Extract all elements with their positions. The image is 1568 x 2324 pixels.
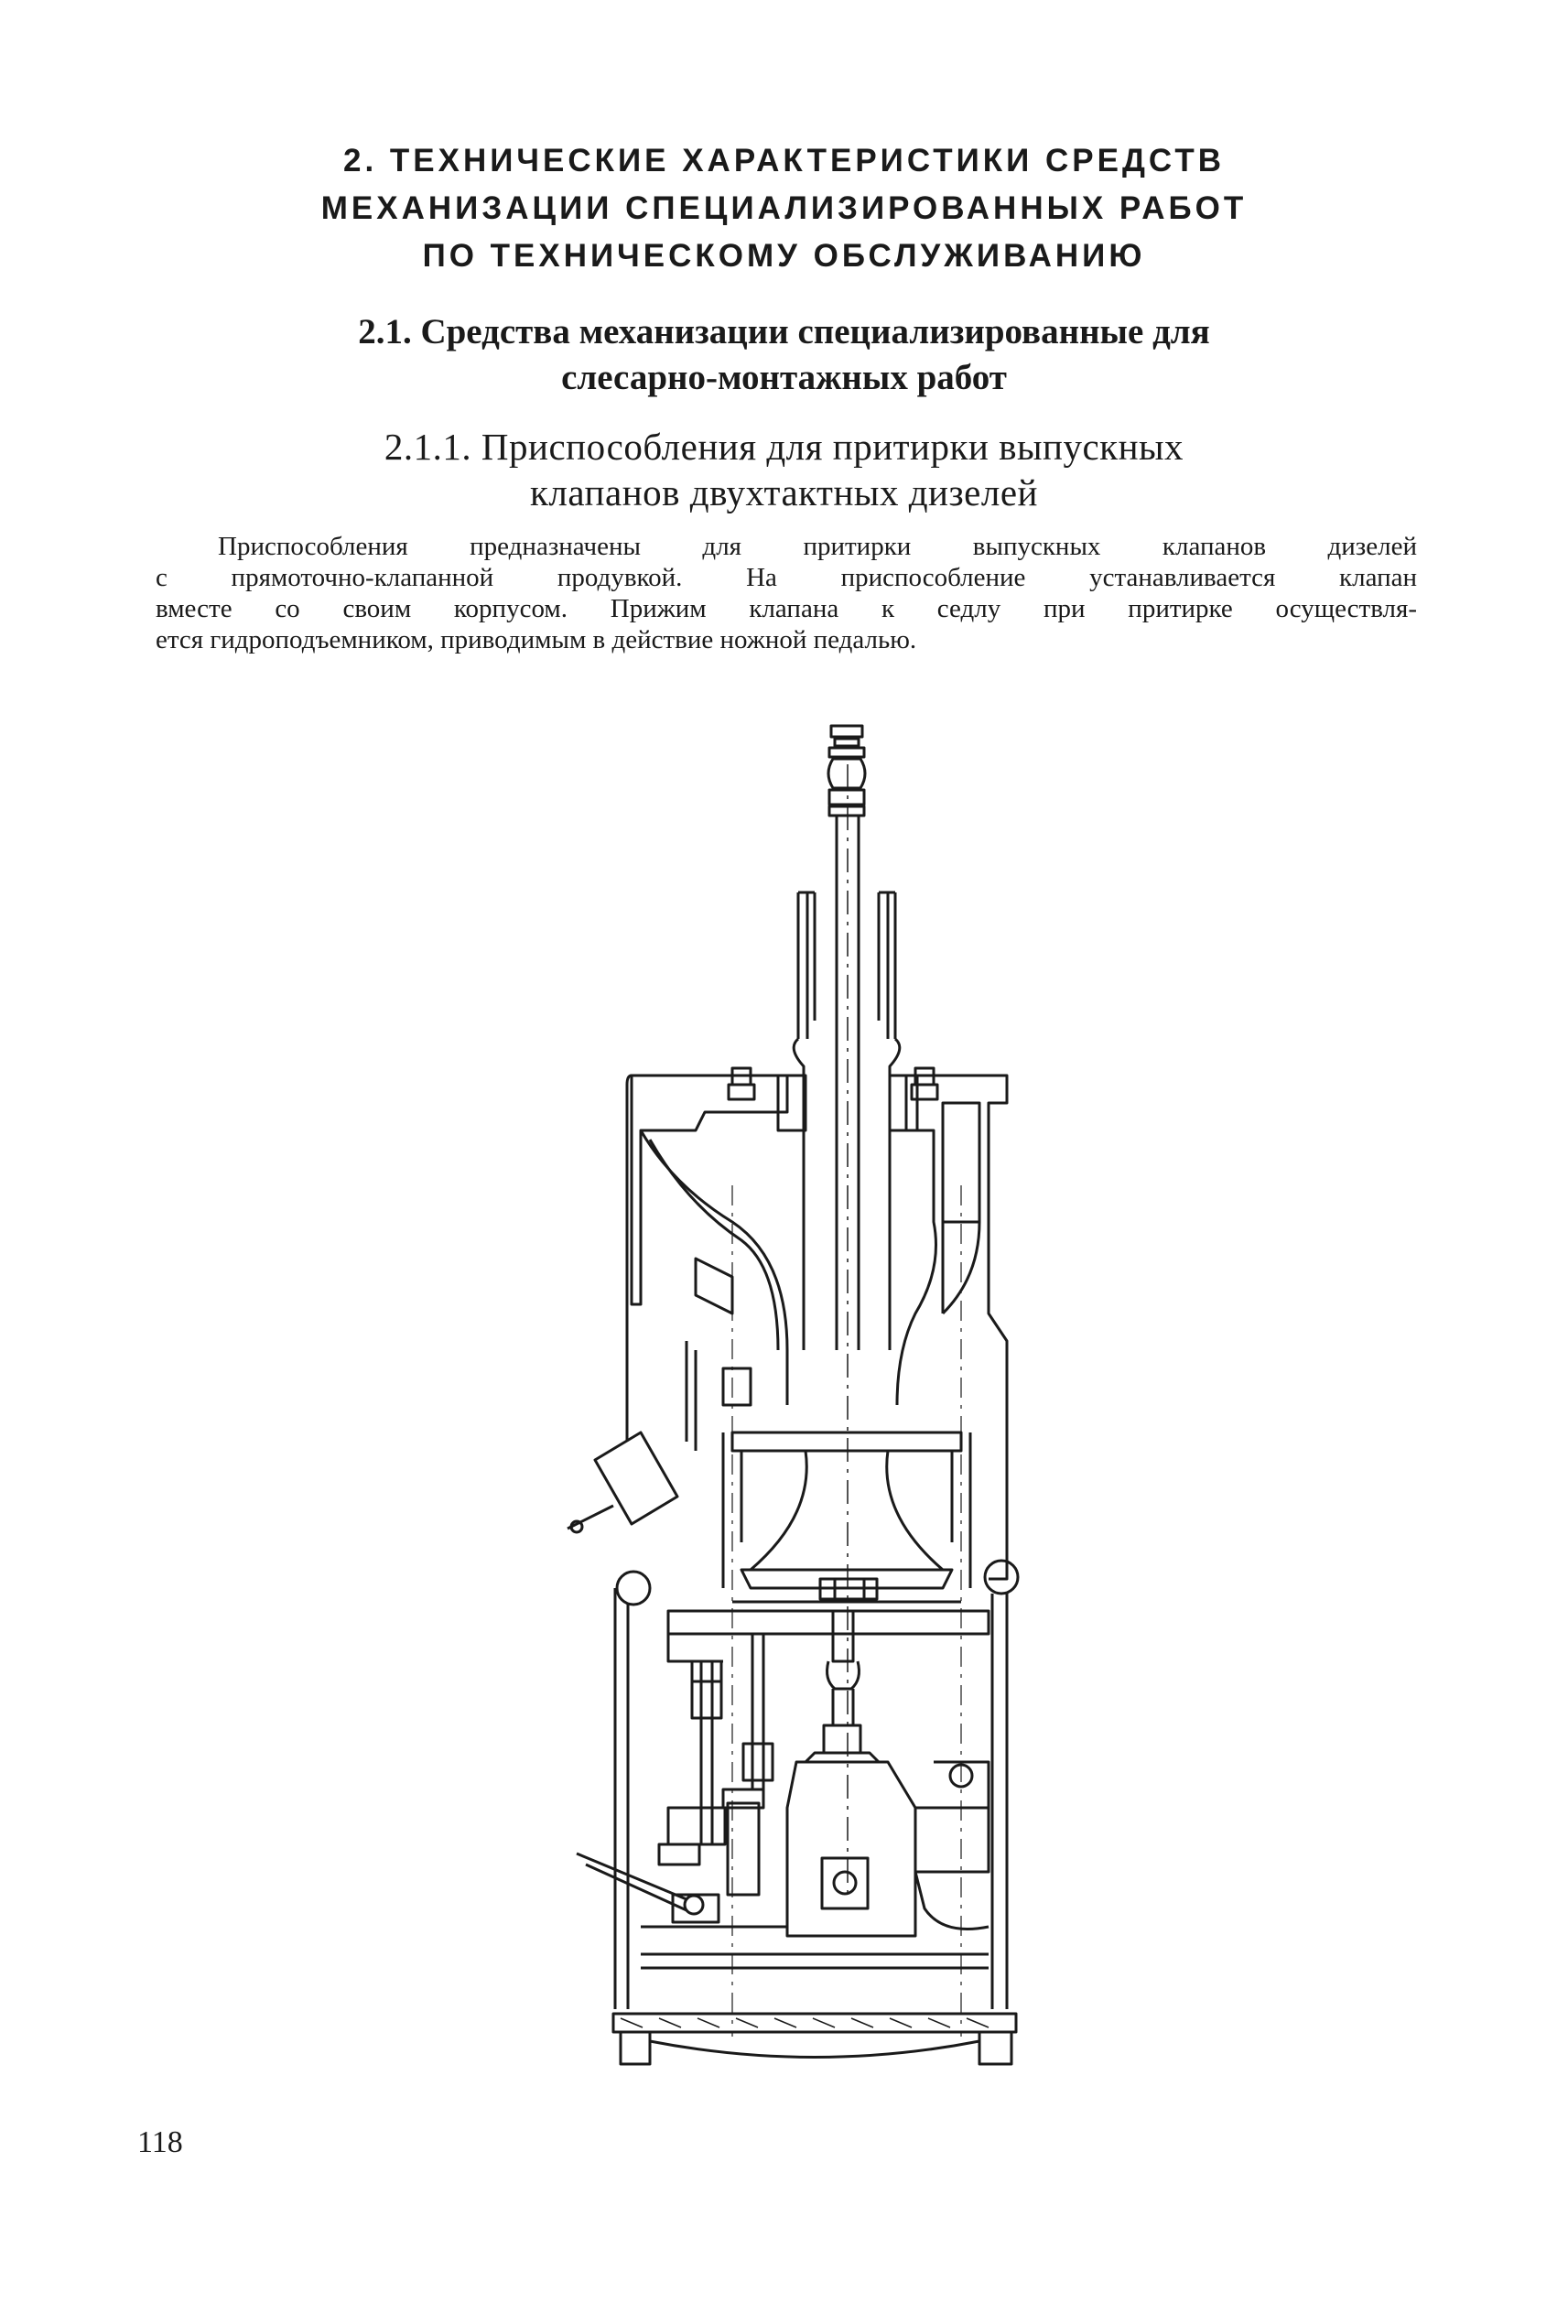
body-paragraph [156, 531, 1417, 655]
section-heading-line-1: 2.1. Средства механизации специализированные для [358, 312, 1210, 351]
paragraph-line-2: с прямоточно-клапанной продувкой. На приспособление устанавливается клапан [156, 563, 1417, 592]
paragraph-line-1: Приспособления предназначены для притирки выпускных клапанов дизелей [218, 532, 1417, 561]
chapter-heading-line-1: 2. ТЕХНИЧЕСКИЕ ХАРАКТЕРИСТИКИ СРЕДСТВ [343, 143, 1225, 178]
section-heading [183, 309, 1385, 401]
paragraph-line-3: вместе со своим корпусом. Прижим клапана к седлу при притирке осуществля- [156, 594, 1417, 623]
subsection-heading-line-1: 2.1.1. Приспособления для притирки выпускных [384, 426, 1184, 468]
section-heading-line-2: слесарно-монтажных работ [561, 358, 1007, 397]
valve-lapping-device-drawing-icon [513, 709, 1025, 2110]
paragraph-line-4: ется гидроподъемником, приводимым в действие ножной педалью. [156, 625, 917, 654]
subsection-heading-line-2: клапанов двухтактных дизелей [530, 471, 1038, 513]
subsection-heading [183, 424, 1385, 515]
page-number: 118 [137, 2125, 183, 2159]
chapter-heading-line-3: ПО ТЕХНИЧЕСКОМУ ОБСЛУЖИВАНИЮ [422, 238, 1146, 274]
chapter-heading-line-2: МЕХАНИЗАЦИИ СПЕЦИАЛИЗИРОВАННЫХ РАБОТ [320, 190, 1248, 226]
chapter-heading [183, 137, 1385, 280]
